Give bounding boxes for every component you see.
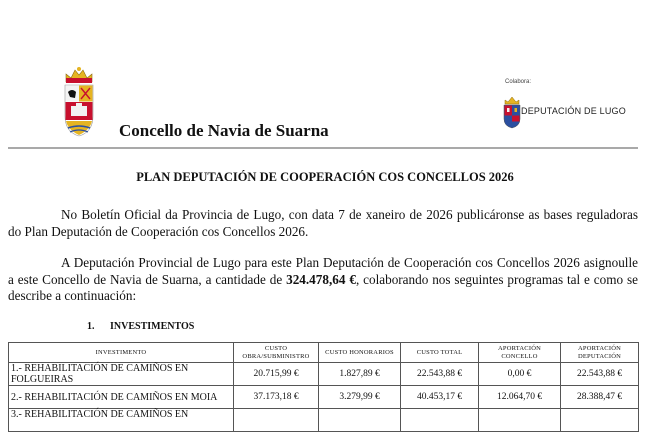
cell-aportacion-deputacion xyxy=(561,409,639,432)
paragraph-asignacion-text-end: , colaborando nos seguintes programas tal e como se describe a continuación: xyxy=(8,271,638,303)
table-header-row xyxy=(9,343,639,363)
paragraph-boletin-text: No Boletín Oficial da Provincia de Lugo, con data 7 de xaneiro de 2026 publicáronse as bases reguladoras do Plan Deputación de Cooperación cos Concellos 2026. xyxy=(8,207,638,239)
collaborator-label: Colabora: xyxy=(505,79,532,85)
cell-investimento: 3.- REHABILITACIÓN DE CAMIÑOS EN xyxy=(9,409,234,432)
municipality-title: Concello de Navia de Suarna xyxy=(119,121,329,140)
deputacion-de-lugo-crest xyxy=(502,95,522,129)
column-header-custo-total: CUSTO TOTAL xyxy=(401,343,479,363)
cell-custo-total: 40.453,17 € xyxy=(401,386,479,409)
collaborator-name: DEPUTACIÓN DE LUGO xyxy=(521,106,626,116)
column-header-investimento: INVESTIMENTO xyxy=(9,343,234,363)
cell-custo-obra: 37.173,18 € xyxy=(234,386,319,409)
section-title: INVESTIMENTOS xyxy=(110,321,195,332)
cell-custo-total xyxy=(401,409,479,432)
header-divider xyxy=(8,147,638,149)
paragraph-asignacion xyxy=(8,255,638,305)
cell-aportacion-deputacion: 22.543,88 € xyxy=(561,363,639,386)
cell-custo-honorarios: 3.279,99 € xyxy=(319,386,401,409)
column-header-aportacion-deputacion: APORTACIÓN DEPUTACIÓN xyxy=(561,343,639,363)
document-title: PLAN DEPUTACIÓN DE COOPERACIÓN COS CONCELLOS 2026 xyxy=(136,170,514,184)
cell-aportacion-concello: 0,00 € xyxy=(479,363,561,386)
paragraph-boletin xyxy=(8,207,638,240)
section-number: 1. xyxy=(87,321,95,332)
cell-aportacion-concello xyxy=(479,409,561,432)
cell-investimento: 1.- REHABILITACIÓN DE CAMIÑOS EN FOLGUEIRAS xyxy=(9,363,234,386)
paragraph-asignacion-text-start: A Deputación Provincial de Lugo para este Plan Deputación de Cooperación cos Concellos 2026 asignoulle a este Concello de Navia de Suarna, a cantidade de xyxy=(8,255,638,287)
cell-aportacion-deputacion: 28.388,47 € xyxy=(561,386,639,409)
column-header-aportacion-concello: APORTACIÓN CONCELLO xyxy=(479,343,561,363)
navia-de-suarna-coat-of-arms xyxy=(62,66,96,138)
cell-custo-honorarios xyxy=(319,409,401,432)
column-header-custo-obra: CUSTO OBRA/SUBMINISTRO xyxy=(234,343,319,363)
cell-investimento: 2.- REHABILITACIÓN DE CAMIÑOS EN MOIA xyxy=(9,386,234,409)
table-row xyxy=(9,386,639,409)
section-heading-investimentos xyxy=(87,321,194,332)
table-row xyxy=(9,363,639,386)
cell-aportacion-concello: 12.064,70 € xyxy=(479,386,561,409)
cell-custo-obra: 20.715,99 € xyxy=(234,363,319,386)
table-row xyxy=(9,409,639,432)
cell-custo-obra xyxy=(234,409,319,432)
cell-custo-honorarios: 1.827,89 € xyxy=(319,363,401,386)
assigned-amount: 324.478,64 € xyxy=(286,271,356,287)
column-header-custo-honorarios: CUSTO HONORARIOS xyxy=(319,343,401,363)
cell-custo-total: 22.543,88 € xyxy=(401,363,479,386)
investimentos-table xyxy=(8,342,639,432)
